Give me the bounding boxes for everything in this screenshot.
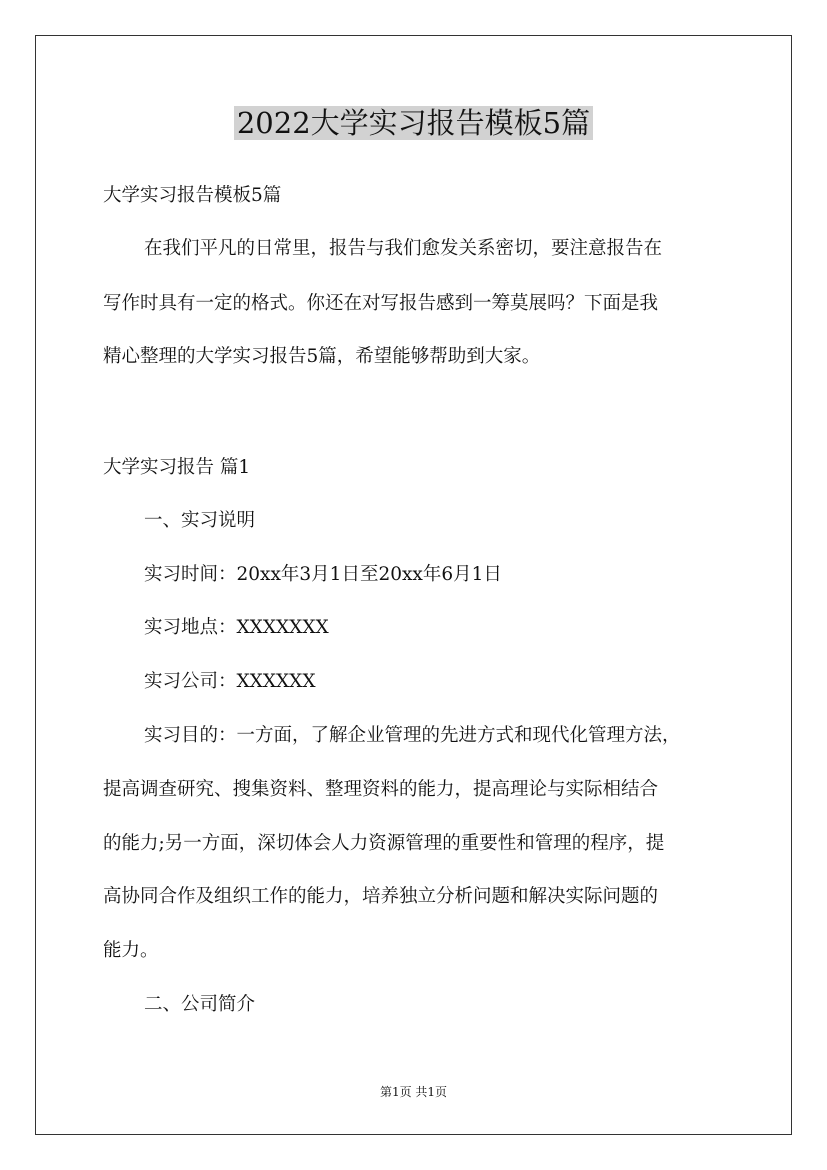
page-footer: 第1页 共1页 [379, 1085, 448, 1099]
intro-line-2: 写作时具有一定的格式。你还在对写报告感到一筹莫展吗？下面是我 [103, 293, 659, 314]
document-title [0, 103, 827, 143]
purpose-line-2: 提高调查研究、搜集资料、整理资料的能力，提高理论与实际相结合 [103, 779, 659, 800]
intro-line-3: 精心整理的大学实习报告5篇，希望能够帮助到大家。 [103, 346, 541, 367]
part1-heading: 一、实习说明 [144, 510, 256, 531]
internship-time: 实习时间：20xx年3月1日至20xx年6月1日 [144, 564, 502, 585]
purpose-line-4: 高协同合作及组织工作的能力，培养独立分析问题和解决实际问题的 [103, 886, 659, 907]
internship-company: 实习公司：XXXXXX [144, 671, 316, 692]
intro-line-1: 在我们平凡的日常里，报告与我们愈发关系密切，要注意报告在 [144, 238, 663, 259]
internship-place: 实习地点：XXXXXXX [144, 617, 329, 638]
document-title-text: 2022大学实习报告模板5篇 [234, 106, 593, 140]
purpose-line-5: 能力。 [103, 940, 159, 961]
section-heading: 大学实习报告 篇1 [103, 457, 251, 478]
purpose-line-3: 的能力;另一方面，深切体会人力资源管理的重要性和管理的程序，提 [103, 833, 665, 854]
purpose-line-1: 实习目的：一方面，了解企业管理的先进方式和现代化管理方法， [144, 725, 681, 746]
document-subtitle: 大学实习报告模板5篇 [103, 185, 282, 206]
part2-heading: 二、公司简介 [144, 994, 256, 1015]
